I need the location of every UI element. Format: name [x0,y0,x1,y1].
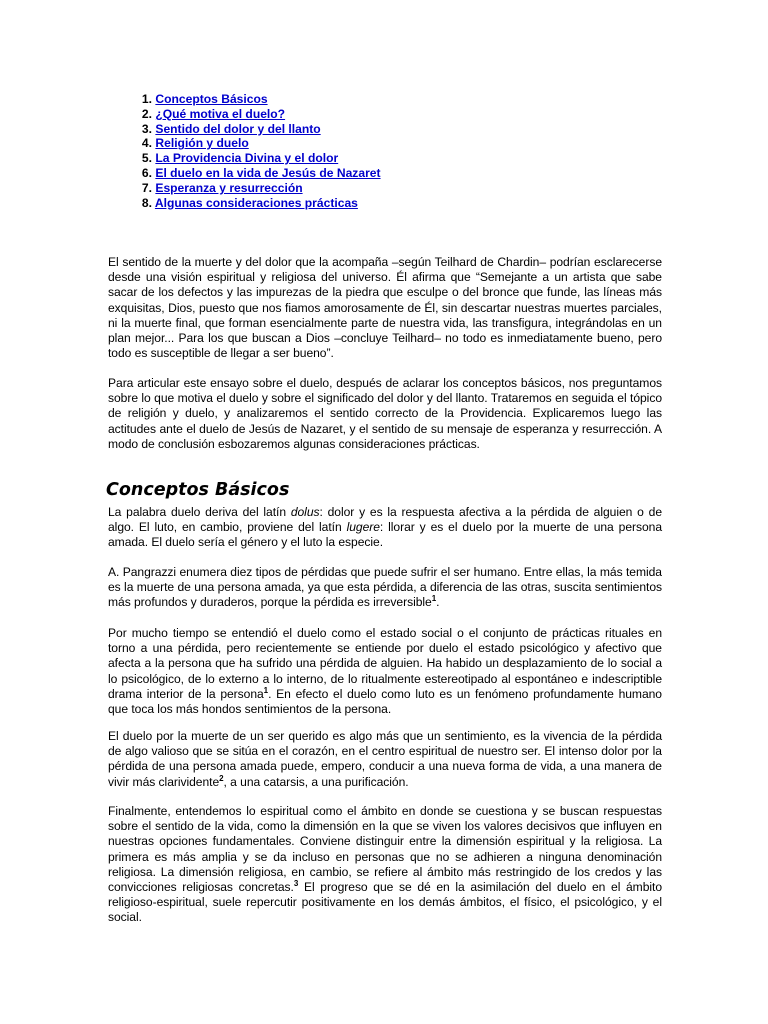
toc-number: 1. [141,92,152,106]
section-paragraph-4 [108,729,662,790]
toc-link-sentido-dolor[interactable]: Sentido del dolor y del llanto [155,121,321,136]
text-run: Por mucho tiempo se entendió el duelo como el estado social o el conjunto de prácticas rituales en torno a una pérdida, pero recientemente se entiende por duelo el estado psicológico y afectivo que afecta a la persona que ha sufrido una pérdida de alguien. Ha habido un desplazamiento de lo social a lo psicológico, de lo externo a lo interno, de lo ritualmente estereotipado al espontáneo e indescriptible drama interior de la persona [108,626,662,701]
toc-number: 5. [141,151,152,166]
toc-link-esperanza[interactable]: Esperanza y resurrección [155,180,303,195]
toc-item [108,107,381,122]
text-run: , a una catarsis, a una purificación. [223,774,409,789]
toc-number: 4. [141,136,152,151]
intro-paragraph-1: El sentido de la muerte y del dolor que la acompaña –según Teilhard de Chardin– podrían esclarecerse desde una visión espiritual y religiosa del universo. Él afirma que “Semejante a un artista que sabe sacar de los defectos y las impurezas de la piedra que esculpe o del bronce que funde, las líneas más exquisitas, Dios, puesto que nos fiamos amorosamente de Él, sin descartar nuestras muertes parciales, ni la muerte final, que forman esencialmente parte de nuestra vida, las transfigura, integrándolas en un plan mejor... Para los que buscan a Dios –concluye Teilhard– no todo es inmediatamente bueno, pero todo es susceptible de llegar a ser bueno”. [108,255,662,361]
toc-item [108,196,381,211]
toc-item [108,136,381,151]
section-paragraph-3 [108,626,662,717]
toc-item [108,181,381,196]
text-run: A. Pangrazzi enumera diez tipos de pérdidas que puede sufrir el ser humano. Entre ellas, la más temida es la muerte de una persona amada, ya que esta pérdida, a diferencia de las otras, suscita sentimientos más profundos y duraderos, porque la pérdida es irreversible [108,565,662,610]
text-run: El progreso que se dé en la asimilación del duelo en el ámbito religioso-espiritual, suele repercutir positivamente en los demás ámbitos, el físico, el psicológico, y el social. [108,880,663,925]
table-of-contents [108,92,381,210]
latin-term-lugere: lugere [346,520,380,535]
section-paragraph-5 [108,804,662,926]
text-run: : dolor y es la respuesta afectiva a la pérdida de alguien o de algo. El luto, en cambio, proviene del latín [108,505,662,535]
toc-link-providencia[interactable]: La Providencia Divina y el dolor [155,151,339,166]
toc-item [108,122,381,137]
footnote-marker[interactable]: 3 [293,878,299,888]
toc-number: 7. [141,180,152,195]
toc-number: 2. [141,106,152,121]
text-run: . [436,595,440,610]
toc-number: 8. [141,195,152,210]
toc-link-consideraciones[interactable]: Algunas consideraciones prácticas [154,195,358,210]
toc-link-conceptos-basicos[interactable]: Conceptos Básicos [155,92,268,106]
text-run: : llorar y es el duelo por la muerte de una persona amada. El duelo sería el género y el luto la especie. [108,520,663,550]
toc-link-que-motiva[interactable]: ¿Qué motiva el duelo? [155,106,286,121]
section-heading: Conceptos Básicos [106,480,290,500]
section-paragraph-1 [108,505,662,551]
text-run: . En efecto el duelo como luto es un fenómeno profundamente humano que toca los más hondos sentimientos de la persona. [108,686,662,717]
footnote-marker[interactable]: 1 [263,685,269,695]
toc-item [108,92,381,107]
toc-link-religion-duelo[interactable]: Religión y duelo [155,136,249,151]
toc-number: 3. [141,121,152,136]
latin-term-dolus: dolus [290,505,320,519]
text-run: La palabra duelo deriva del latín [108,505,291,519]
footnote-marker[interactable]: 2 [219,773,224,783]
toc-number: 6. [141,165,152,180]
toc-item [108,166,381,181]
intro-paragraph-2: Para articular este ensayo sobre el duelo, después de aclarar los conceptos básicos, nos preguntamos sobre lo que motiva el duelo y sobre el significado del dolor y del llanto. Trataremos en seguida el tópico de religión y duelo, y analizaremos el sentido correcto de la Providencia. Explicaremos luego las actitudes ante el duelo de Jesús de Nazaret, y el sentido de su mensaje de esperanza y resurrección. A modo de conclusión esbozaremos algunas consideraciones prácticas. [108,376,662,451]
toc-item [108,151,381,166]
text-run: El duelo por la muerte de un ser querido es algo más que un sentimiento, es la vivencia de la pérdida de algo valioso que se sitúa en el corazón, en el centro espiritual de nuestro ser. El intenso dolor por la pérdida de una persona amada puede, empero, conducir a una nueva forma de vida, a una manera de vivir más clarividente [108,729,662,789]
footnote-marker[interactable]: 1 [431,594,437,604]
text-run: Finalmente, entendemos lo espiritual como el ámbito en donde se cuestiona y se buscan respuestas sobre el sentido de la vida, como la dimensión en la que se viven los valores decisivos que influyen en nuestras opciones fundamentales. Conviene distinguir entre la dimensión espiritual y la religiosa. La primera es más amplia y se da incluso en personas que no se adhieren a ninguna denominación religiosa. La dimensión religiosa, en cambio, se refiere al ámbito más restringido de los credos y las convicciones religiosas concretas. [108,804,662,895]
section-paragraph-2 [108,565,662,611]
toc-link-jesus-nazaret[interactable]: El duelo en la vida de Jesús de Nazaret [155,165,381,180]
